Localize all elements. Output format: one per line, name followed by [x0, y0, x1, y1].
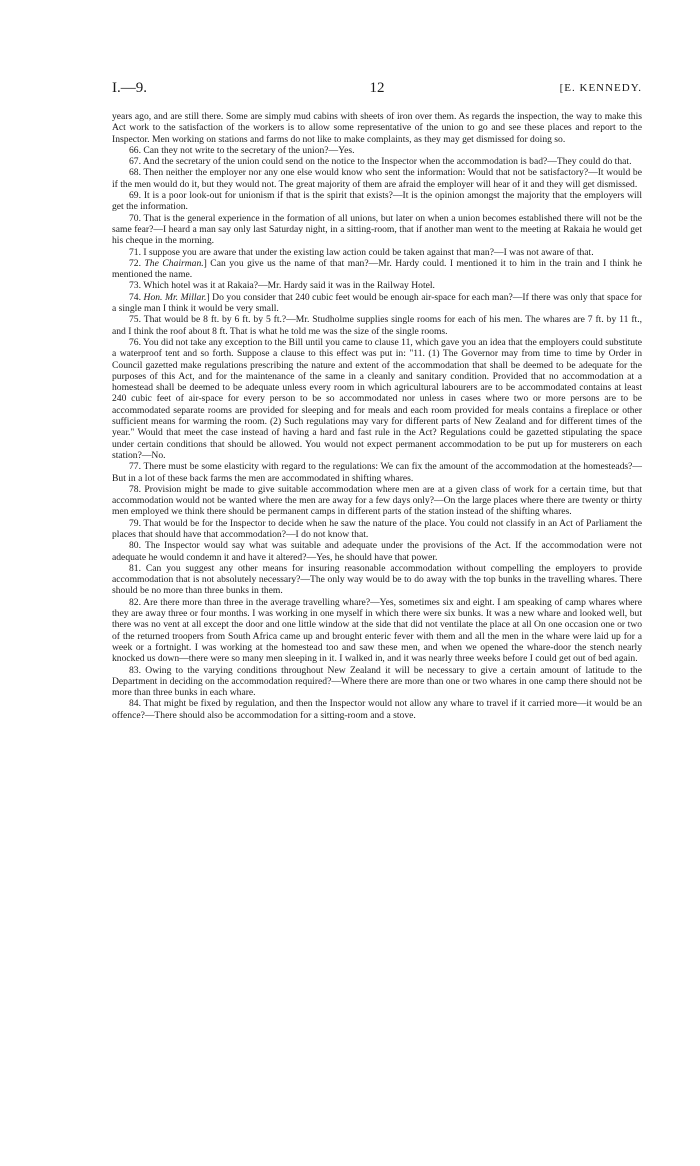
paragraph: 67. And the secretary of the union could send on the notice to the Inspector when the accommodation is bad?—They could do that. — [129, 156, 632, 168]
witness-name: [E. KENNEDY. — [559, 82, 642, 94]
paragraph: 69. It is a poor look-out for unionism if that is the spirit that exists?—It is the opinion amongst the majority that the employers will get the information. — [112, 190, 642, 213]
paragraph: 78. Provision might be made to give suitable accommodation where men are at a given class of work for a certain time, but that accommodation would not be wanted where the men are away for a few days only?—On the large places where there are twenty or thirty men employed we think there should be permanent camps in different parts of the station instead of the shifting whares. — [112, 483, 642, 518]
paragraph: 74. Hon. Mr. Millar.] Do you consider that 240 cubic feet would be enough air-space for each man?—If there was only that space for a single man I think it would be very small. — [112, 291, 642, 315]
paragraph: 79. That would be for the Inspector to decide when he saw the nature of the place. You could not classify in an Act of Parliament the places that should have that accommodation?—I do not know that. — [112, 517, 642, 540]
paragraph: 80. The Inspector would say what was suitable and adequate under the provisions of the Act. If the accommodation were not adequate he would condemn it and have it altered?—Yes, he should have that power. — [112, 540, 642, 563]
paragraph: 82. Are there more than three in the average travelling whare?—Yes, sometimes six and eight. I am speaking of camp whares where they are away three or four months. I was working in one myself in which there were six bunks. It was a new whare and looked well, but there was no vent at all except the door and one little window at the side that did not ventilate the place at all On one occasion one or two of the returned troopers from South Africa came up and brought enteric fever with them and all the men in the whare were laid up for a week or a fortnight. I was working at the homestead too and saw these men, and when we opened the whare-door the stench nearly knocked us down—there were so many men sleeping in it. I walked in, and it was nearly three weeks before I could get out of bed again. — [112, 596, 642, 665]
speaker-name: Hon. Mr. Millar. — [143, 291, 207, 303]
speaker-name: The Chairman. — [144, 257, 204, 269]
document-body — [112, 111, 642, 721]
paragraph: years ago, and are still there. Some are simply mud cabins with sheets of iron over them. As regards the inspection, the way to make this Act work to the satisfaction of the workers is to allow some representative of the union to go and see these places and report to the Inspector. Men working on stations and farms do not like to make complaints, as they may get dismissed for doing so. — [112, 111, 642, 145]
paragraph: 76. You did not take any exception to the Bill until you came to clause 11, which gave you an idea that the employers could substitute a waterproof tent and so forth. Suppose a clause to this effect was put in: "11. (1) The Governor may from time to time by Order in Council gazetted make regulations prescribing the nature and extent of the accommodation that shall be deemed to be adequate for the purposes of this Act, and for the maintenance of the same in a cleanly and sanitary condition. Provided that no accommodation at a homestead shall be deemed to be adequate unless every room in which agricultural labourers are to be accommodated contains at least 240 cubic feet of air-space for every person to be so accommodated nor unless in cases where two or more persons are to be accommodated separate rooms are provided for sleeping and for meals and each room provided for meals contains a fireplace or other sufficient means for warming the room. (2) Such regulations may vary for different parts of New Zealand and for different times of the year." Would that meet the case instead of having a hard and fast rule in the Act? Regulations could be gazetted stipulating the space under certain conditions that should be allowed. You would not expect permanent accommodation to be put up for musterers on each station?—No. — [112, 336, 642, 461]
paragraph: 66. Can they not write to the secretary of the union?—Yes. — [129, 144, 355, 156]
page-header — [112, 80, 642, 102]
document-reference: I.—9. — [112, 80, 147, 96]
paragraph: 81. Can you suggest any other means for insuring reasonable accommodation without compelling the employers to provide accommodation that is not absolutely necessary?—The only way would be to do away with the top bunks in the travelling whares. There should be no more than three bunks in them. — [112, 562, 642, 597]
paragraph: 72. The Chairman.] Can you give us the name of that man?—Mr. Hardy could. I mentioned it to him in the train and I think he mentioned the name. — [112, 257, 642, 281]
paragraph: 71. I suppose you are aware that under the existing law action could be taken against that man?—I was not aware of that. — [129, 246, 594, 258]
paragraph: 70. That is the general experience in the formation of all unions, but later on when a union becomes established there will not be the same fear?—I heard a man say only last Saturday night, in a sitting-room, that if another man went to the meeting at Rakaia he would get his cheque in the morning. — [112, 212, 642, 247]
paragraph: 68. Then neither the employer nor any one else would know who sent the information: Would that not be satisfactory?—It would be if the men would do it, but they would not. The great majority of them are afraid the employer will hear of it and they will get dismissed. — [112, 167, 642, 190]
page-number: 12 — [369, 80, 385, 96]
paragraph: 75. That would be 8 ft. by 6 ft. by 5 ft.?—Mr. Studholme supplies single rooms for each of his men. The whares are 7 ft. by 11 ft., and I think the roof about 8 ft. That is what he told me was the size of the single rooms. — [112, 314, 642, 337]
paragraph: 83. Owing to the varying conditions throughout New Zealand it will be necessary to give a certain amount of latitude to the Department in deciding on the accommodation required?—Where there are more than one or two whares in one camp there should not be more than three bunks in each whare. — [112, 664, 642, 699]
paragraph: 73. Which hotel was it at Rakaia?—Mr. Hardy said it was in the Railway Hotel. — [129, 280, 435, 292]
paragraph: 84. That might be fixed by regulation, and then the Inspector would not allow any whare to travel if it carried more—it would be an offence?—There should also be accommodation for a sitting-room and a stove. — [112, 698, 642, 721]
paragraph: 77. There must be some elasticity with regard to the regulations: We can fix the amount of the accommodation at the homesteads?—But in a lot of these back farms the men are accommodated in shifting whares. — [112, 461, 642, 484]
